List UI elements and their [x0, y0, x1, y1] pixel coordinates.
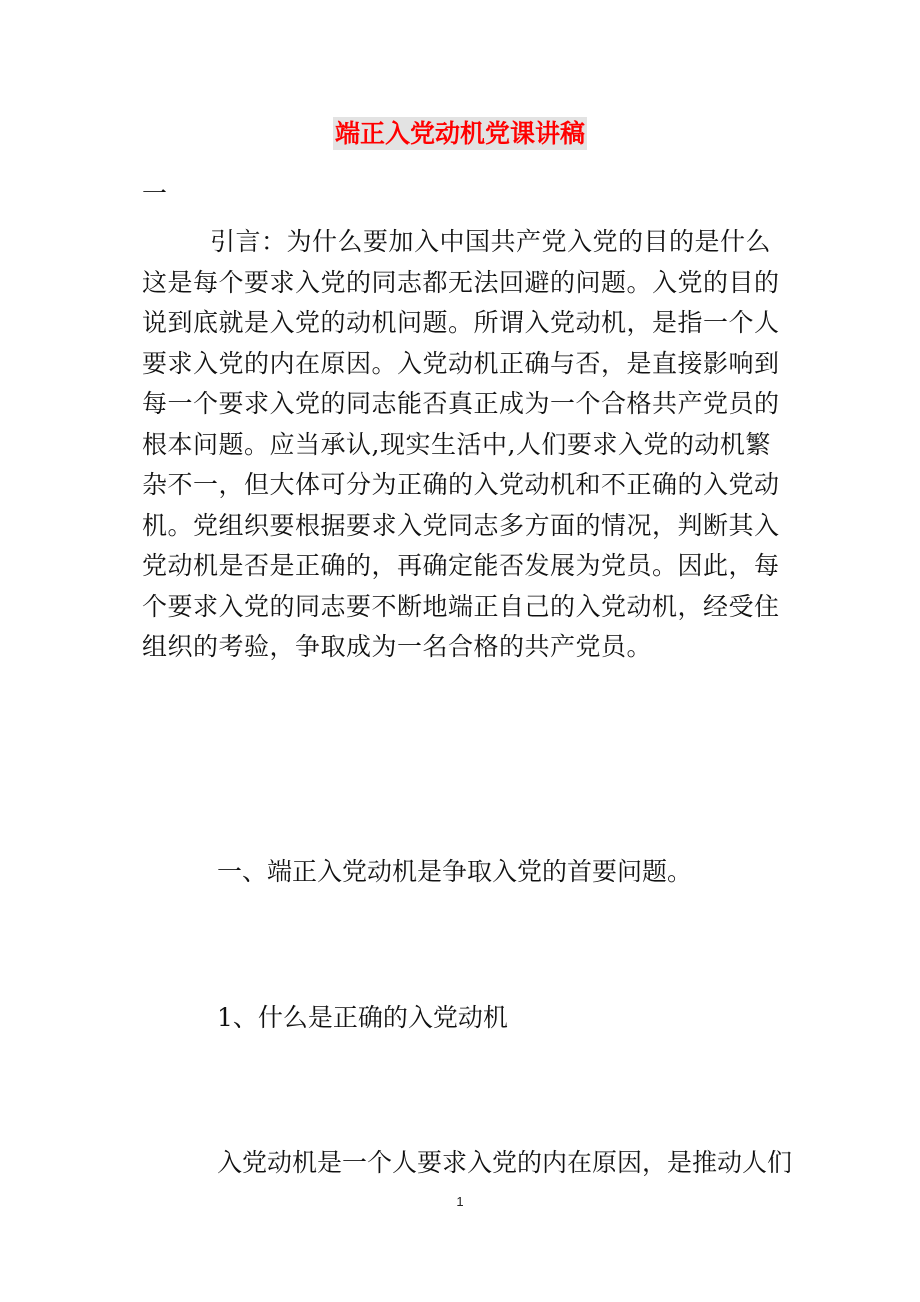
- page-number: 1: [456, 1194, 464, 1209]
- section-heading-1: 一、端正入党动机是争取入党的首要问题。: [217, 857, 693, 886]
- subsection-heading-1: 1、什么是正确的入党动机: [217, 1003, 508, 1032]
- document-title: [0, 112, 920, 156]
- body-paragraph-2: 入党动机是一个人要求入党的内在原因，是推动人们: [217, 1148, 793, 1177]
- intro-paragraph: 引言：为什么要加入中国共产党入党的目的是什么这是每个要求入党的同志都无法回避的问题。入党的目的说到底就是入党的动机问题。所谓入党动机，是指一个人要求入党的内在原因。入党动机正确与否，是直接影响到每一个要求入党的同志能否真正成为一个合格共产党员的根本问题。应当承认,现实生活中,人们要求入党的动机繁杂不一，但大体可分为正确的入党动机和不正确的入党动机。党组织要根据要求入党同志多方面的情况，判断其入党动机是否是正确的，再确定能否发展为党员。因此，每个要求入党的同志要不断地端正自己的入党动机，经受住组织的考验，争取成为一名合格的共产党员。: [142, 227, 780, 661]
- document-title-text: 端正入党动机党课讲稿: [334, 119, 585, 148]
- section-mark: 一: [142, 179, 168, 208]
